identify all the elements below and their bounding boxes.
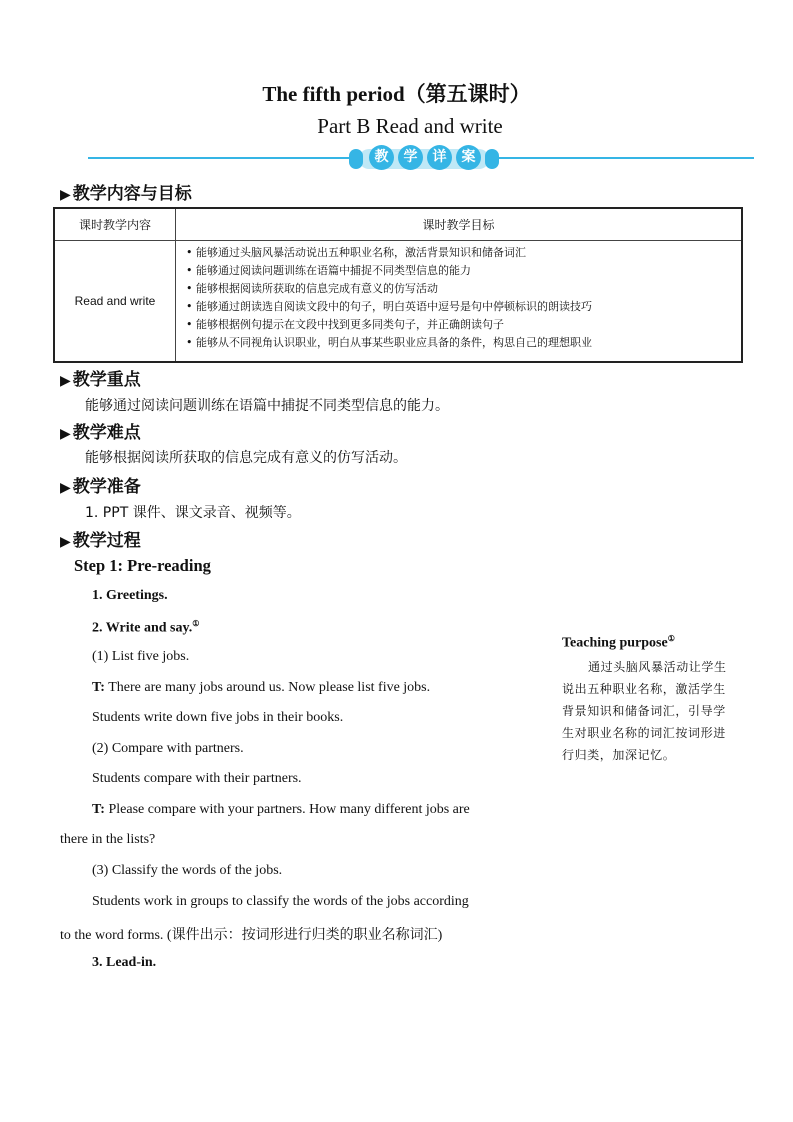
goal-item: • 能够从不同视角认识职业，明白从事某些职业应具备的条件，构思自己的理想职业 [186, 336, 592, 349]
table-row-label: Read and write [54, 241, 176, 363]
students-line: Students work in groups to classify the words of the jobs according [92, 894, 469, 909]
goal-item: • 能够通过头脑风暴活动说出五种职业名称，激活背景知识和储备词汇 [186, 246, 526, 259]
teacher-line-cont: there in the lists? [60, 832, 156, 847]
footnote-marker: ① [192, 619, 200, 628]
greetings-item: 1. Greetings. [92, 588, 168, 603]
key-points-text: 能够通过阅读问题训练在语篇中捕捉不同类型信息的能力。 [85, 398, 449, 414]
table-header-row [54, 208, 742, 241]
compare-item: (2) Compare with partners. [92, 741, 244, 756]
leadin-item: 3. Lead-in. [92, 955, 157, 970]
triangle-icon: ▶ [60, 534, 71, 550]
section-heading-preparation: ▶ 教学准备 [60, 477, 141, 497]
triangle-icon: ▶ [60, 373, 71, 389]
section-banner [349, 145, 499, 173]
step-heading: Step 1: Pre-reading [74, 556, 211, 575]
section-heading-content-goals: ▶ 教学内容与目标 [60, 184, 192, 204]
students-line: Students write down five jobs in their books. [92, 710, 344, 725]
page-title: The fifth period（第五课时） [262, 82, 531, 106]
banner-char: 详 [427, 145, 452, 170]
difficulties-text: 能够根据阅读所获取的信息完成有意义的仿写活动。 [85, 450, 407, 466]
section-heading-process: ▶ 教学过程 [60, 531, 141, 551]
section-heading-difficulties: ▶ 教学难点 [60, 423, 141, 443]
teacher-line: T: There are many jobs around us. Now please list five jobs. [92, 680, 431, 695]
goal-item: • 能够通过阅读问题训练在语篇中捕捉不同类型信息的能力 [186, 264, 471, 277]
section-heading-key-points: ▶ 教学重点 [60, 370, 141, 390]
teaching-purpose-title: Teaching purpose① [562, 634, 675, 651]
goal-item: • 能够根据例句提示在文段中找到更多同类句子，并正确朗读句子 [186, 318, 504, 331]
table-header-cell: 课时教学内容 [54, 208, 176, 241]
page-subtitle: Part B Read and write [317, 114, 503, 138]
teaching-purpose-text: 通过头脑风暴活动让学生说出五种职业名称，激活学生背景知识和储备词汇，引导学生对职业名称的词汇按词形进行归类，加深记忆。 [562, 660, 727, 762]
table-row [54, 241, 742, 363]
table-header-cell: 课时教学目标 [176, 208, 743, 241]
preparation-text: 1. PPT 课件、课文录音、视频等。 [85, 505, 301, 521]
goal-list [176, 241, 743, 363]
footnote-marker: ① [667, 634, 675, 643]
students-line-cont: to the word forms. (课件出示：按词形进行归类的职业名称词汇) [60, 928, 443, 943]
triangle-icon: ▶ [60, 480, 71, 496]
students-line: Students compare with their partners. [92, 771, 302, 786]
list-item: (1) List five jobs. [92, 649, 190, 664]
banner-cap-left [349, 149, 363, 169]
goals-table [53, 207, 743, 363]
triangle-icon: ▶ [60, 426, 71, 442]
goal-item: • 能够通过朗读选自阅读文段中的句子，明白英语中逗号是句中停顿标识的朗读技巧 [186, 300, 592, 313]
banner-cap-right [485, 149, 499, 169]
banner-char: 学 [398, 145, 423, 170]
write-say-item: 2. Write and say.① [92, 619, 200, 636]
banner-char: 教 [369, 145, 394, 170]
classify-item: (3) Classify the words of the jobs. [92, 863, 283, 878]
banner-char: 案 [456, 145, 481, 170]
triangle-icon: ▶ [60, 187, 71, 203]
teacher-line: T: Please compare with your partners. How many different jobs are [92, 802, 470, 817]
goal-item: • 能够根据阅读所获取的信息完成有意义的仿写活动 [186, 282, 438, 295]
